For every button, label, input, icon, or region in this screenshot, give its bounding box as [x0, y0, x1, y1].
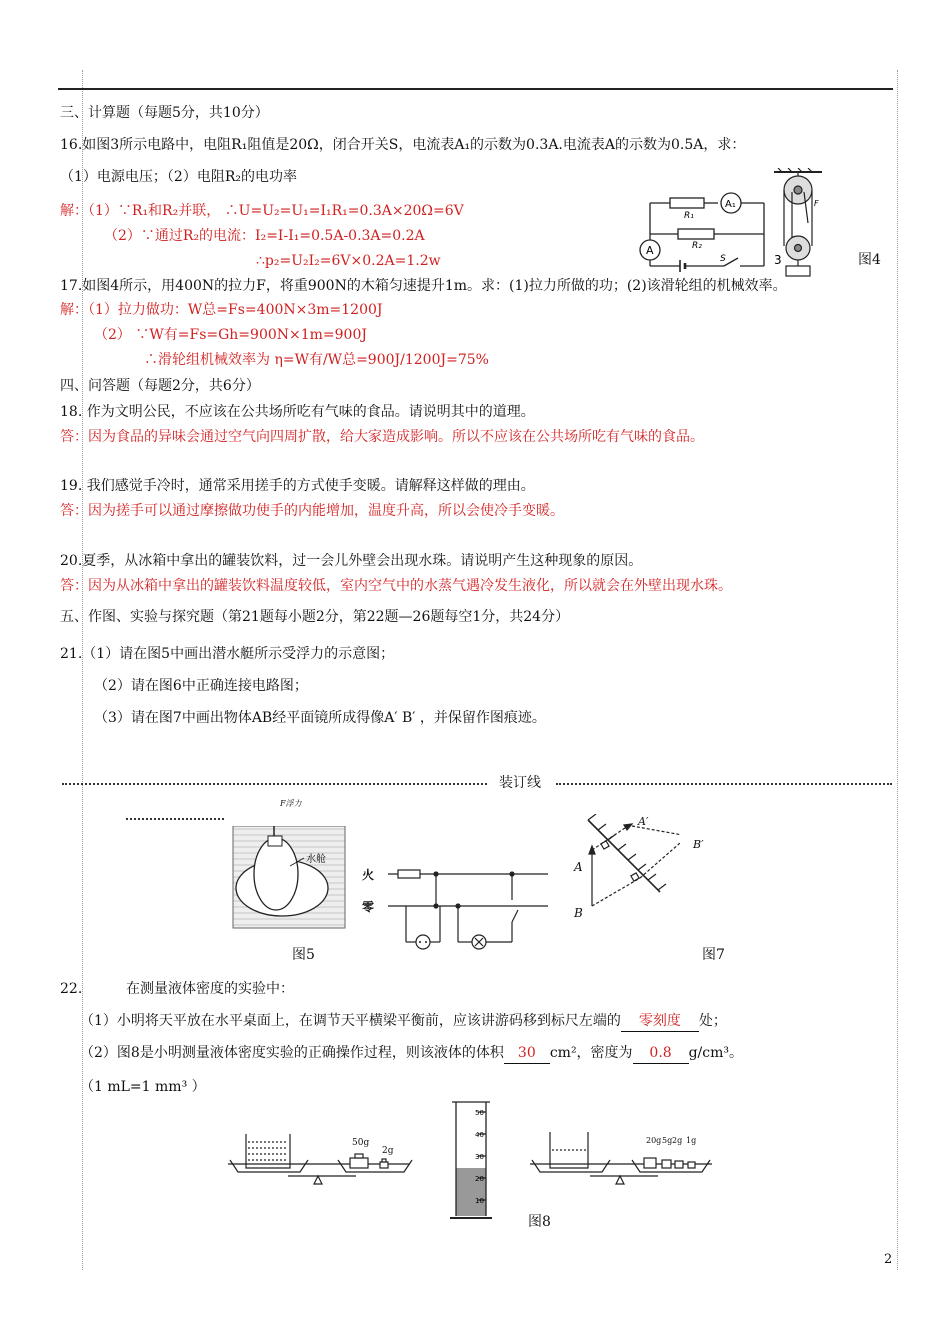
q22-p2-mid: cm²，密度为 [549, 1045, 633, 1061]
fig5-caption: 图5 [292, 947, 315, 963]
fig5-cabin-label: 水舱 [306, 854, 326, 865]
q18-question: 18. 作为文明公民，不应该在公共场所吃有气味的食品。请说明其中的道理。 [60, 404, 535, 420]
fig8-caption: 图8 [528, 1214, 551, 1230]
section-5-title: 五、作图、实验与探究题（第21题每小题2分，第22题—26题每空1分，共24分） [60, 609, 570, 625]
q22-number: 22. [60, 981, 83, 997]
q22-part-1 [80, 1011, 727, 1032]
section-4-title: 四、问答题（每题2分，共6分） [60, 378, 260, 394]
q21-part-2: （2）请在图6中正确连接电路图； [94, 678, 308, 694]
cyl-tick-50: 50 [475, 1109, 484, 1117]
fig7-a-label: A [574, 860, 583, 874]
page-number: 2 [884, 1252, 893, 1267]
socket [416, 935, 430, 949]
q19-answer: 答：因为搓手可以通过摩擦做功使手的内能增加，温度升高，所以会使冷手变暖。 [60, 503, 564, 519]
fig5-force-label: F浮力 [280, 799, 302, 808]
binding-dots-left [62, 783, 487, 785]
cyl-tick-10: 10 [475, 1197, 484, 1205]
fig7-b-prime-label: B′ [693, 838, 704, 851]
q22-volume-answer: 30 [504, 1043, 550, 1064]
q21-part-1: 21.（1）请在图5中画出潜水艇所示受浮力的示意图； [60, 646, 395, 662]
fig8-weight-50g: 50g [352, 1138, 370, 1148]
q22-p1-post: 处； [698, 1013, 727, 1029]
force-f-label: F [814, 199, 819, 208]
q19-question: 19. 我们感觉手冷时，通常采用搓手的方式使手变暖。请解释这样做的理由。 [60, 478, 535, 494]
q16-stem: 16.如图3所示电路中，电阻R₁阻值是20Ω，闭合开关S，电流表A₁的示数为0.3A.电流表A的示数为0.5A，求： [60, 137, 746, 153]
figure-6-circuit [380, 860, 550, 952]
q22-density-answer: 0.8 [633, 1043, 689, 1064]
header-rule [58, 88, 893, 90]
figure-5-submarine [230, 826, 348, 930]
fig3-number: 3 [774, 253, 782, 267]
q20-question: 20.夏季，从冰箱中拿出的罐装饮料，过一会儿外壁会出现水珠。请说明产生这种现象的原因。 [60, 553, 643, 569]
resistor-r1 [670, 198, 704, 208]
plane-mirror [588, 820, 660, 892]
q16-answer-2: （2）∵通过R₂的电流：I₂=I-I₁=0.5A-0.3A=0.2A [104, 228, 425, 244]
q22-p1-answer: 零刻度 [621, 1011, 699, 1032]
q17-answer-1: 解：（1）拉力做功：W总=Fs=400N×3m=1200J [60, 302, 383, 318]
figure-4-pulley [770, 168, 830, 280]
q22-title: 在测量液体密度的实验中： [126, 981, 294, 997]
switch-s [724, 258, 738, 266]
r1-label: R₁ [684, 211, 694, 221]
r2-label: R₂ [692, 241, 702, 251]
a-label: A [646, 244, 654, 257]
fig8-weight-1g: 1g [686, 1136, 697, 1145]
fig7-b-label: B [574, 906, 583, 920]
fig7-caption: 图7 [702, 947, 725, 963]
fig8-weight-20g: 20g [646, 1136, 662, 1145]
q21-part-3: （3）请在图7中画出物体AB经平面镜所成得像A′ B′ ，并保留作图痕迹。 [94, 710, 546, 726]
binding-line-label: 装订线 [499, 775, 541, 791]
fig8-weight-2g-b: 2g [672, 1136, 683, 1145]
q16-answer-1: 解：（1）∵R₁和R₂并联， ∴U=U₂=U₁=I₁R₁=0.3A×20Ω=6V [60, 203, 464, 219]
fuse [398, 870, 420, 878]
wooden-box [786, 266, 810, 276]
q18-answer: 答：因为食品的异味会通过空气向四周扩散，给大家造成影响。所以不应该在公共场所吃有气味的食品。 [60, 429, 704, 445]
wall-switch [512, 910, 518, 922]
fig8-weight-2g: 2g [382, 1146, 394, 1156]
fig4-caption: 图4 [858, 252, 881, 268]
q22-note: （1 mL=1 mm³ ） [80, 1079, 206, 1095]
q22-part-2 [80, 1043, 743, 1064]
fig6-neutral-label: 零 [362, 900, 375, 914]
q22-p1-pre: （1）小明将天平放在水平桌面上，在调节天平横梁平衡前，应该讲游码移到标尺左端的 [80, 1013, 621, 1029]
q17-answer-3: ∴滑轮组机械效率为 η=W有/W总=900J/1200J=75% [144, 352, 489, 368]
cyl-tick-40: 40 [475, 1131, 484, 1139]
figure-3-circuit [628, 186, 784, 276]
q20-answer: 答：因为从冰箱中拿出的罐装饮料温度较低，室内空气中的水蒸气遇冷发生液化，所以就会在外壁出现水珠。 [60, 578, 732, 594]
figure-8-balance-1 [228, 1128, 414, 1190]
figure-7-mirror [570, 814, 680, 914]
figure-8-measuring-cylinder [448, 1098, 492, 1222]
binding-dots-right [556, 783, 892, 785]
q16-parts: （1）电源电压；（2）电阻R₂的电功率 [60, 169, 297, 185]
cyl-tick-30: 30 [475, 1153, 484, 1161]
resistor-r2 [678, 229, 714, 239]
a1-label: A₁ [725, 199, 736, 210]
section-3-title: 三、计算题（每题5分，共10分） [60, 105, 269, 121]
right-margin-line [897, 70, 898, 1270]
cyl-tick-20: 20 [475, 1175, 484, 1183]
s-label: S [720, 254, 726, 264]
q22-p2-post: g/cm³。 [688, 1045, 743, 1061]
q17-stem: 17.如图4所示，用400N的拉力F，将重900N的木箱匀速提升1m。求：(1)拉力所做的功；(2)该滑轮组的机械效率。 [60, 278, 787, 294]
fig6-live-label: 火 [362, 868, 375, 882]
binding-dots-small [126, 818, 224, 820]
q17-answer-2: （2） ∵W有=Fs=Gh=900N×1m=900J [94, 327, 367, 343]
fig8-weight-5g: 5g [662, 1136, 673, 1145]
q22-p2-pre: （2）图8是小明测量液体密度实验的正确操作过程，则该液体的体积 [80, 1045, 504, 1061]
q16-answer-3: ∴p₂=U₂I₂=6V×0.2A=1.2w [256, 253, 441, 269]
fig7-a-prime-label: A′ [638, 815, 649, 828]
